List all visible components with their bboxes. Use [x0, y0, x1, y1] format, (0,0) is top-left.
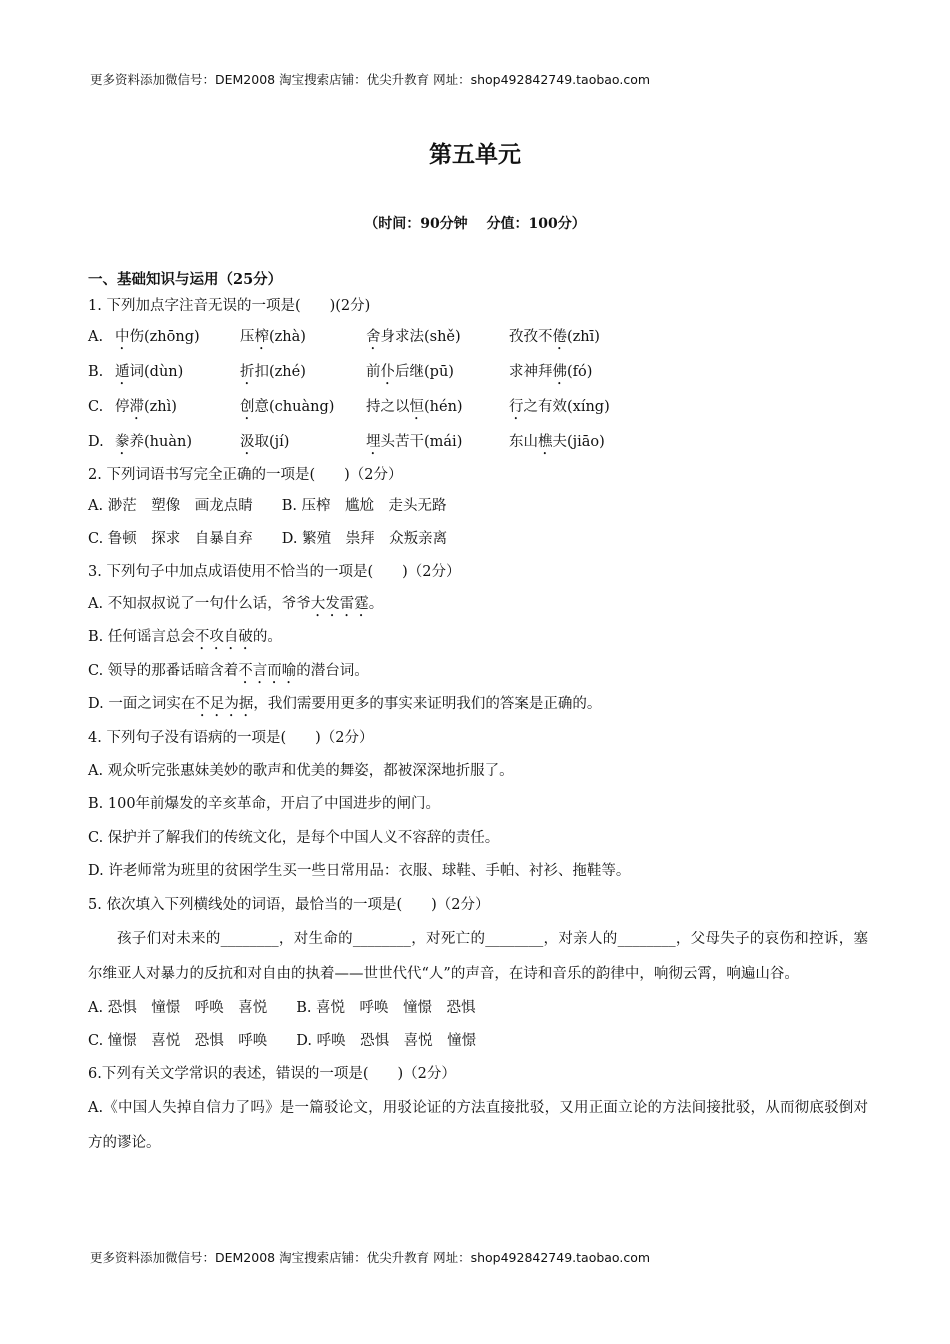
question-5-option-row: A. 恐惧 憧憬 呼唤 喜悦 B. 喜悦 呼唤 憧憬 恐惧	[88, 999, 476, 1016]
option-word	[115, 355, 240, 390]
question-1-option-row	[88, 320, 868, 355]
option-text: B. 任何谣言总会	[88, 629, 195, 646]
question-2-stem: 2. 下列词语书写完全正确的一项是( )（2分）	[88, 467, 403, 483]
question-3-option-a	[88, 588, 868, 621]
section-heading: 一、基础知识与运用（25分）	[88, 271, 283, 288]
option-text: 持之以	[366, 399, 410, 415]
dotted-idiom: 不言而喻	[238, 662, 297, 679]
option-text: 前	[366, 364, 381, 380]
question-4-option-a: A. 观众听完张惠妹美妙的歌声和优美的舞姿，都被深深地折服了。	[88, 762, 514, 779]
dotted-char: 行	[509, 399, 524, 415]
option-text: (fó)	[567, 364, 593, 380]
dotted-char: 樵	[538, 434, 553, 450]
option-word	[366, 355, 509, 390]
question-1-option-row	[88, 355, 868, 390]
question-4-option-c: C. 保护并了解我们的传统文化，是每个中国人义不容辞的责任。	[88, 829, 500, 846]
option-word	[240, 390, 366, 425]
dotted-idiom: 不攻自破	[194, 629, 253, 646]
option-word	[509, 390, 610, 425]
option-text: D. 一面之词实在	[88, 696, 196, 713]
option-word	[115, 320, 240, 355]
option-word	[366, 390, 509, 425]
exam-info: （时间：90分钟 分值：100分）	[364, 216, 586, 232]
question-6-stem: 6.下列有关文学常识的表述，错误的一项是( )（2分）	[88, 1065, 456, 1082]
dotted-idiom: 大发雷霆	[310, 596, 369, 612]
option-text: 身求法(shě)	[380, 329, 461, 345]
question-6-option-a: A.《中国人失掉自信力了吗》是一篇驳论文，用驳论证的方法直接批驳，又用正面立论的方法间接批驳，从而彻底驳倒对方的谬论。	[88, 1099, 868, 1151]
option-text: (zhà)	[269, 329, 306, 345]
option-word	[115, 390, 240, 425]
dotted-char: 恒	[409, 399, 424, 415]
question-1-option-row	[88, 390, 868, 425]
option-text: 东山	[509, 434, 538, 450]
question-3-stem: 3. 下列句子中加点成语使用不恰当的一项是( )（2分）	[88, 564, 461, 580]
dotted-char: 仆	[380, 364, 395, 380]
option-word	[240, 320, 366, 355]
option-text: (zhī)	[567, 329, 600, 345]
question-1-stem: 1. 下列加点字注音无误的一项是( )(2分)	[88, 298, 371, 314]
question-4-option-b: B. 100年前爆发的辛亥革命，开启了中国进步的闸门。	[88, 796, 441, 813]
option-text: 压	[240, 329, 255, 345]
option-text: 头苦干(mái)	[380, 434, 463, 450]
option-word	[240, 355, 366, 390]
option-text: 孜孜不	[509, 329, 553, 345]
question-1-option-row	[88, 425, 868, 460]
page-header: 更多资料添加微信号：DEM2008 淘宝搜索店铺：优尖升教育 网址：shop492842749.taobao.com	[90, 72, 651, 87]
question-4-stem: 4. 下列句子没有语病的一项是( )（2分）	[88, 729, 374, 746]
option-text: 扣(zhé)	[254, 364, 306, 380]
option-word	[366, 320, 509, 355]
option-text: 取(jí)	[254, 434, 290, 450]
option-text: (zhì)	[144, 399, 177, 415]
option-label: D.	[88, 434, 104, 450]
option-text: 的。	[252, 629, 282, 646]
option-word	[115, 425, 240, 460]
option-text: 求神拜	[509, 364, 553, 380]
question-3-option-c	[88, 655, 868, 688]
dotted-idiom: 不足为据	[195, 696, 254, 713]
option-label: B.	[88, 364, 104, 380]
dotted-char: 中	[115, 329, 130, 345]
option-text: 。	[368, 596, 384, 612]
dotted-char: 舍	[366, 329, 381, 345]
option-word	[509, 320, 600, 355]
question-1-options	[88, 320, 868, 460]
question-5-option-row: C. 憧憬 喜悦 恐惧 呼唤 D. 呼唤 恐惧 喜悦 憧憬	[88, 1032, 477, 1049]
option-text: ，我们需要用更多的事实来证明我们的答案是正确的。	[253, 696, 602, 713]
option-text: 养(huàn)	[129, 434, 192, 450]
option-text: 意(chuàng)	[254, 399, 335, 415]
dotted-char: 遁	[115, 364, 130, 380]
dotted-char: 汲	[240, 434, 255, 450]
question-3-option-d	[88, 688, 868, 721]
page-footer: 更多资料添加微信号：DEM2008 淘宝搜索店铺：优尖升教育 网址：shop492842749.taobao.com	[90, 1250, 651, 1265]
option-label: C.	[88, 399, 104, 415]
dotted-char: 创	[240, 399, 255, 415]
dotted-char: 榨	[254, 329, 269, 345]
question-3-option-b	[88, 621, 868, 654]
option-text: (hén)	[424, 399, 463, 415]
dotted-char: 滞	[129, 399, 144, 415]
option-word	[509, 355, 592, 390]
option-text: 后继(pū)	[395, 364, 454, 380]
option-text: A. 不知叔叔说了一句什么话，爷爷	[88, 596, 311, 612]
dotted-char: 豢	[115, 434, 130, 450]
option-text: 之有效(xíng)	[523, 399, 610, 415]
dotted-char: 埋	[366, 434, 381, 450]
option-label: A.	[88, 329, 104, 345]
question-2-option-row: A. 渺茫 塑像 画龙点睛 B. 压榨 尴尬 走头无路	[88, 498, 447, 514]
question-2-option-row: C. 鲁顿 探求 自暴自弃 D. 繁殖 祟拜 众叛亲离	[88, 531, 448, 547]
option-text: 伤(zhōng)	[129, 329, 200, 345]
dotted-char: 折	[240, 364, 255, 380]
exam-body	[88, 268, 868, 1161]
option-text: 的潜台词。	[296, 662, 369, 679]
option-word	[366, 425, 509, 460]
question-5-stem: 5. 依次填入下列横线处的词语，最恰当的一项是( )（2分）	[88, 896, 490, 913]
option-text: C. 领导的那番话暗含着	[88, 662, 239, 679]
option-word	[509, 425, 605, 460]
option-text: 词(dùn)	[129, 364, 184, 380]
option-text: 夫(jiāo)	[552, 434, 605, 450]
option-text: 停	[115, 399, 130, 415]
dotted-char: 佛	[552, 364, 567, 380]
dotted-char: 倦	[552, 329, 567, 345]
question-5-passage: 孩子们对未来的________，对生命的________，对死亡的________，对亲人的________，父母失子的哀伤和控诉，塞尔维亚人对暴力的反抗和对自由的执着——世世代代“人”的声音，在诗和音乐的韵律中，响彻云霄，响遍山谷。	[88, 930, 868, 982]
page-title: 第五单元	[429, 142, 521, 168]
question-4-option-d: D. 许老师常为班里的贫困学生买一些日常用品：衣服、球鞋、手帕、衬衫、拖鞋等。	[88, 863, 631, 880]
option-word	[240, 425, 366, 460]
